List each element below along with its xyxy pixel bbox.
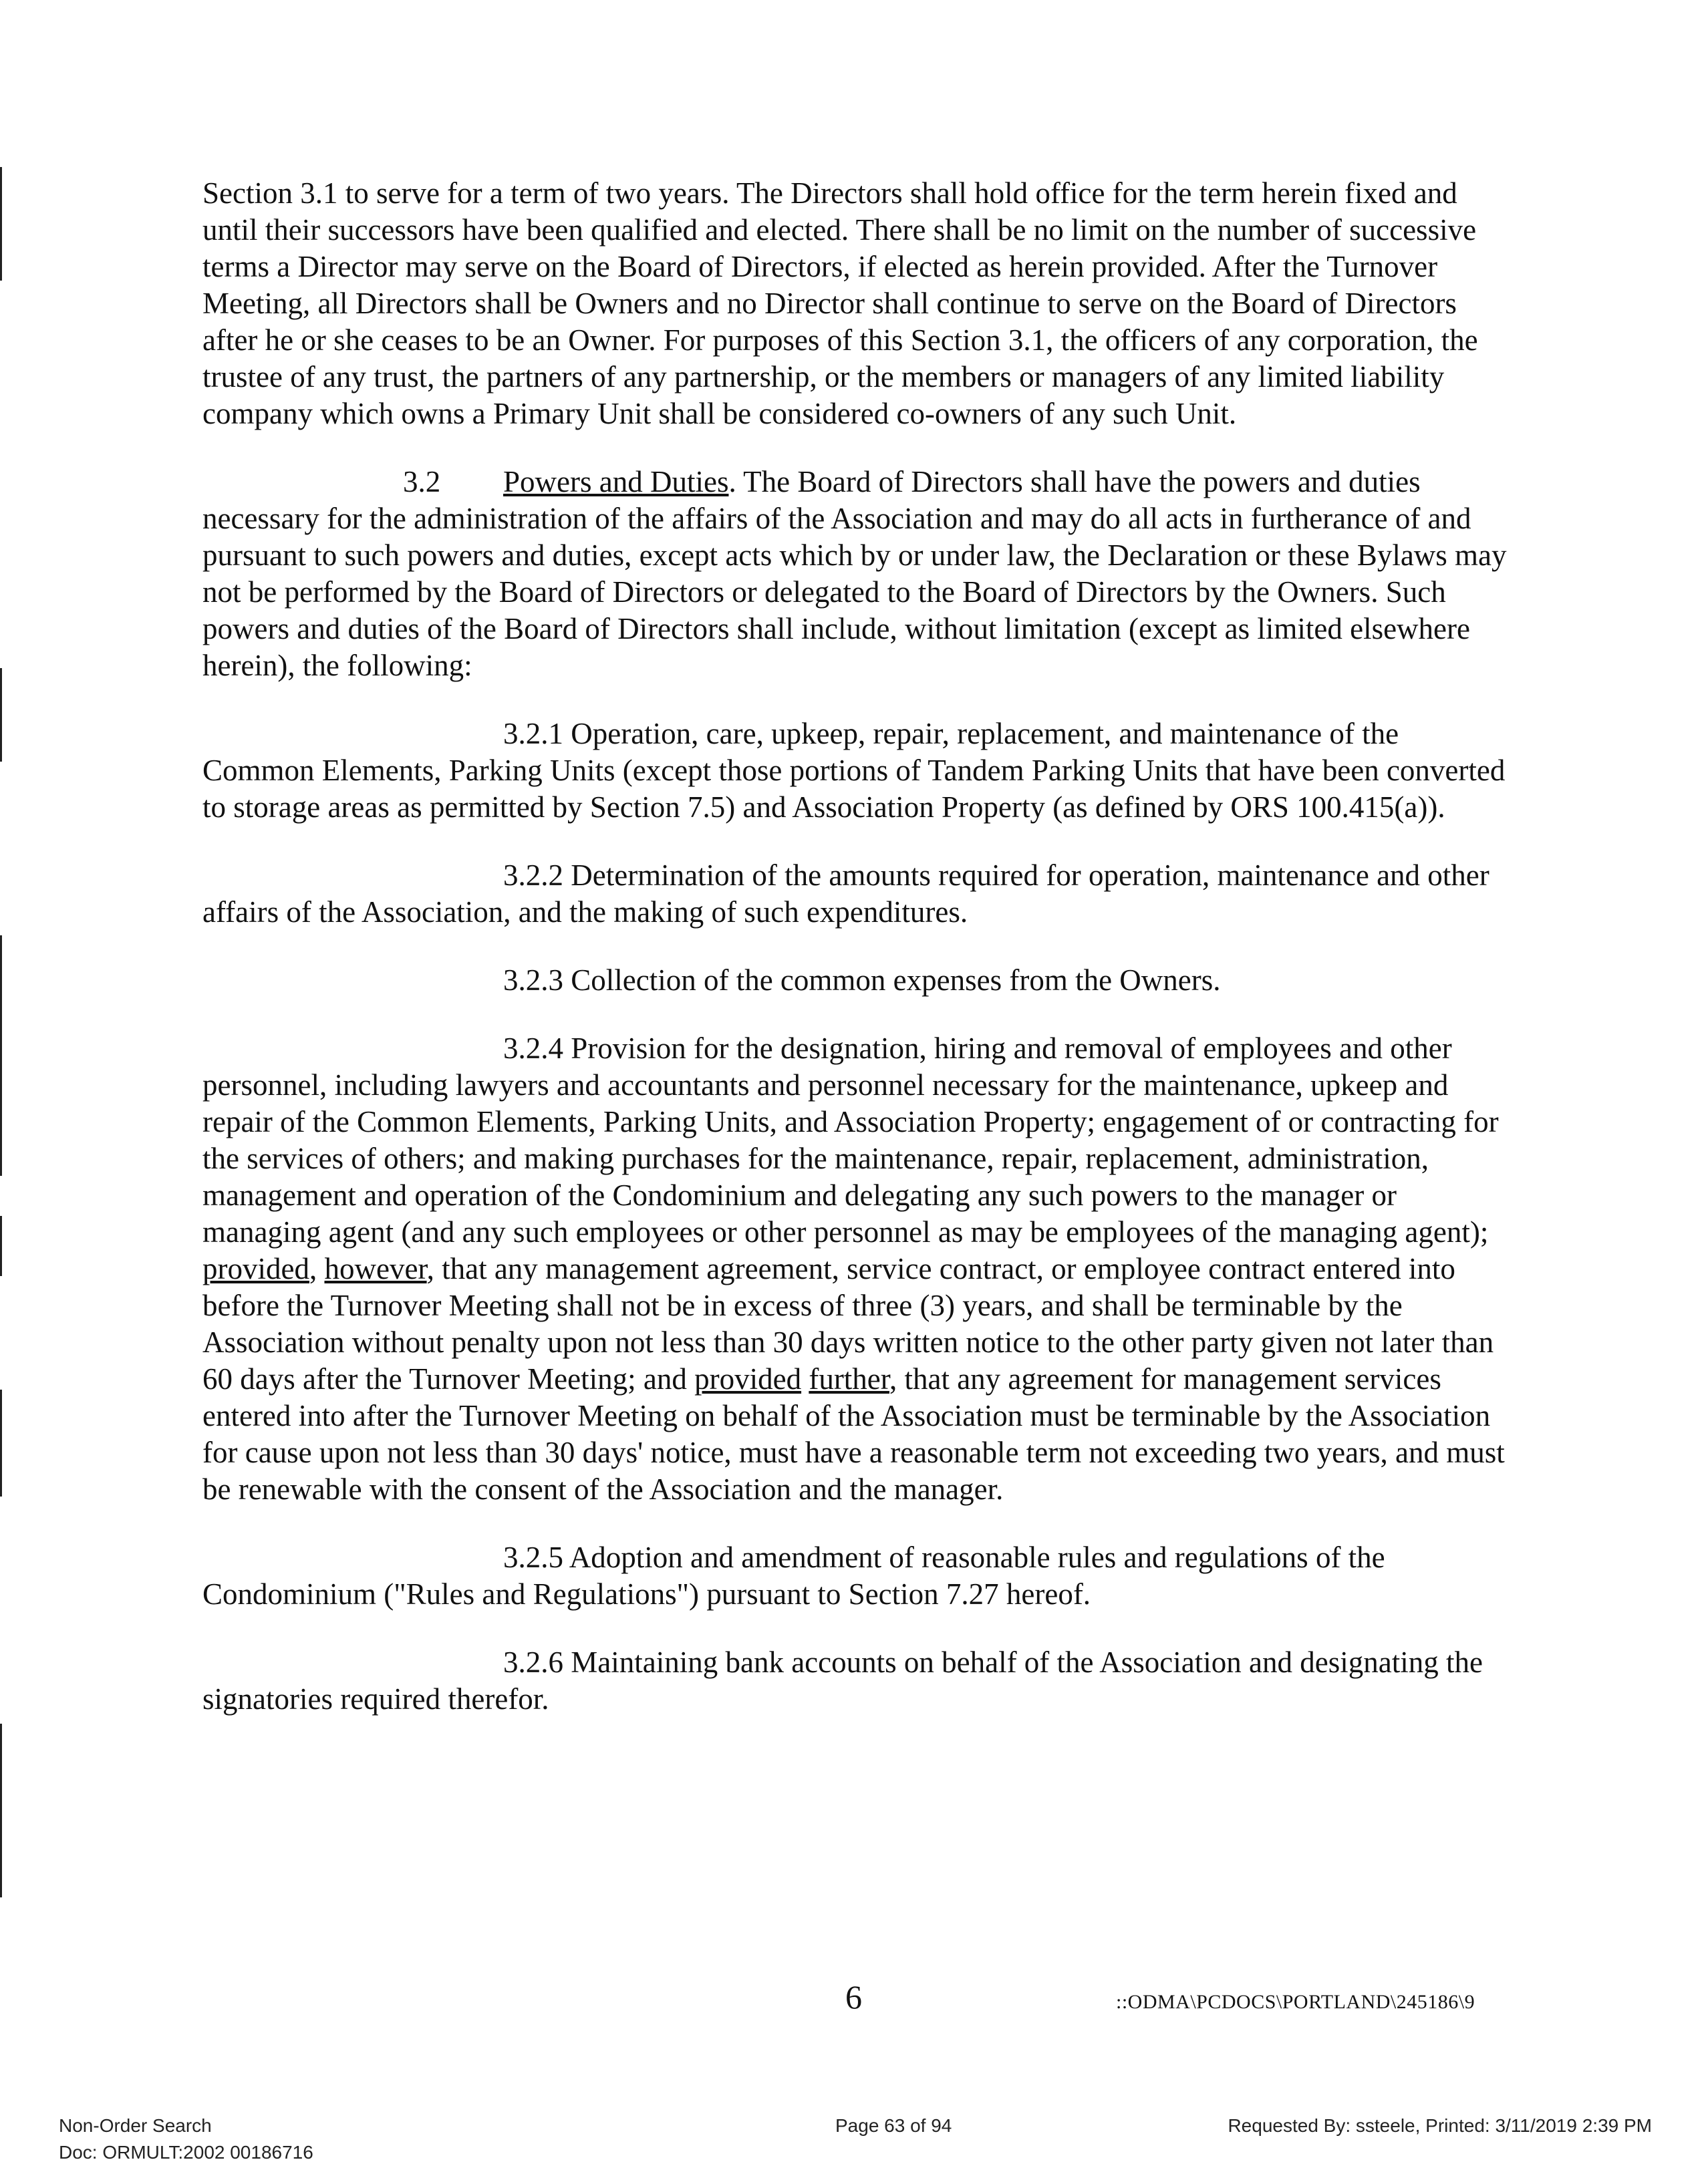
paragraph-text: 3.2.2 Determination of the amounts required for operation, maintenance and other affairs of the Association, and the making of such expenditures.: [202, 859, 1490, 929]
footer-requested-by: Requested By: ssteele, Printed: 3/11/2019 2:39 PM: [1228, 2115, 1652, 2136]
document-body: [202, 175, 1511, 1749]
paragraph-text: , that any management agreement, service contract, or employee contract entered into before the Turnover Meeting shall not be in excess of three (3) years, and shall be terminable by the Association without penalty upon not less than 30 days written notice to the other party given not later than 60 days after the Turnover Meeting; and: [202, 1252, 1494, 1396]
underlined-term: further: [809, 1362, 889, 1396]
paragraph-text: . The Board of Directors shall have the powers and duties necessary for the administration of the affairs of the Association and may do all acts in furtherance of and pursuant to such powers and duties, except acts which by or under law, the Declaration or these Bylaws may not be performed by the Board of Directors or delegated to the Board of Directors by the Owners. Such powers and duties of the Board of Directors shall include, without limitation (except as limited elsewhere herein), the following:: [202, 465, 1507, 682]
footer-search-type: Non-Order Search: [59, 2115, 212, 2136]
paragraph-text: Section 3.1 to serve for a term of two years. The Directors shall hold office for the term herein fixed and until their successors have been qualified and elected. There shall be no limit on the number of successive terms a Director may serve on the Board of Directors, if elected as herein provided. After the Turnover Meeting, all Directors shall be Owners and no Director shall continue to serve on the Board of Directors after he or she ceases to be an Owner. For purposes of this Section 3.1, the officers of any corporation, the trustee of any trust, the partners of any partnership, or the members or managers of any limited liability company which owns a Primary Unit shall be considered co-owners of any such Unit.: [202, 176, 1478, 430]
paragraph-text: , that any agreement for management services entered into after the Turnover Meeting on behalf of the Association must be terminable by the Association for cause upon not less than 30 days' notice, must have a reasonable term not exceeding two years, and must be renewable with the consent of the Association and the manager.: [202, 1362, 1505, 1506]
paragraph-3-2-4: [202, 1030, 1511, 1508]
paragraph-text: 3.2.3 Collection of the common expenses from the Owners.: [503, 963, 1221, 997]
underlined-term: however: [324, 1252, 427, 1285]
scan-edge-mark: [0, 935, 2, 1176]
footer-page-count: Page 63 of 94: [835, 2115, 952, 2136]
paragraph-3-2-2: [202, 857, 1511, 931]
page-number: 6: [845, 1978, 862, 2016]
scan-edge-mark: [0, 1216, 2, 1276]
paragraph-text: 3.2.6 Maintaining bank accounts on behalf of the Association and designating the signatories required therefor.: [202, 1646, 1483, 1716]
paragraph-3-2-5: [202, 1539, 1511, 1613]
scan-edge-mark: [0, 167, 2, 281]
scan-edge-mark: [0, 668, 2, 762]
document-path: ::ODMA\PCDOCS\PORTLAND\245186\9: [1116, 1991, 1475, 2013]
paragraph-text: 3.2.5 Adoption and amendment of reasonable rules and regulations of the Condominium ("Rules and Regulations") pursuant to Section 7.27 hereof.: [202, 1541, 1385, 1611]
paragraph-3-2-1: [202, 716, 1511, 826]
paragraph-3-2-6: [202, 1644, 1511, 1718]
punctuation: ,: [309, 1252, 325, 1285]
scan-edge-mark: [0, 1390, 2, 1497]
punctuation: [801, 1362, 809, 1396]
underlined-term: provided: [202, 1252, 309, 1285]
underlined-term: provided: [694, 1362, 802, 1396]
paragraph-text: 3.2.4 Provision for the designation, hiring and removal of employees and other personnel, including lawyers and accountants and personnel necessary for the maintenance, upkeep and repair of the Common Elements, Parking Units, and Association Property; engagement of or contracting for the services of others; and making purchases for the maintenance, repair, replacement, administration, management and operation of the Condominium and delegating any such powers to the manager or managing agent (and any such employees or other personnel as may be employees of the managing agent);: [202, 1032, 1499, 1249]
section-number: 3.2: [403, 465, 441, 498]
section-title: Powers and Duties: [503, 465, 729, 498]
paragraph-text: 3.2.1 Operation, care, upkeep, repair, replacement, and maintenance of the Common Elements, Parking Units (except those portions of Tandem Parking Units that have been converted to storage areas as permitted by Section 7.5) and Association Property (as defined by ORS 100.415(a)).: [202, 717, 1506, 824]
paragraph-section-3-1: [202, 175, 1511, 432]
paragraph-section-3-2: [202, 464, 1511, 684]
footer-doc-id: Doc: ORMULT:2002 00186716: [59, 2142, 313, 2163]
scan-edge-mark: [0, 1724, 2, 1897]
paragraph-3-2-3: [202, 962, 1511, 999]
